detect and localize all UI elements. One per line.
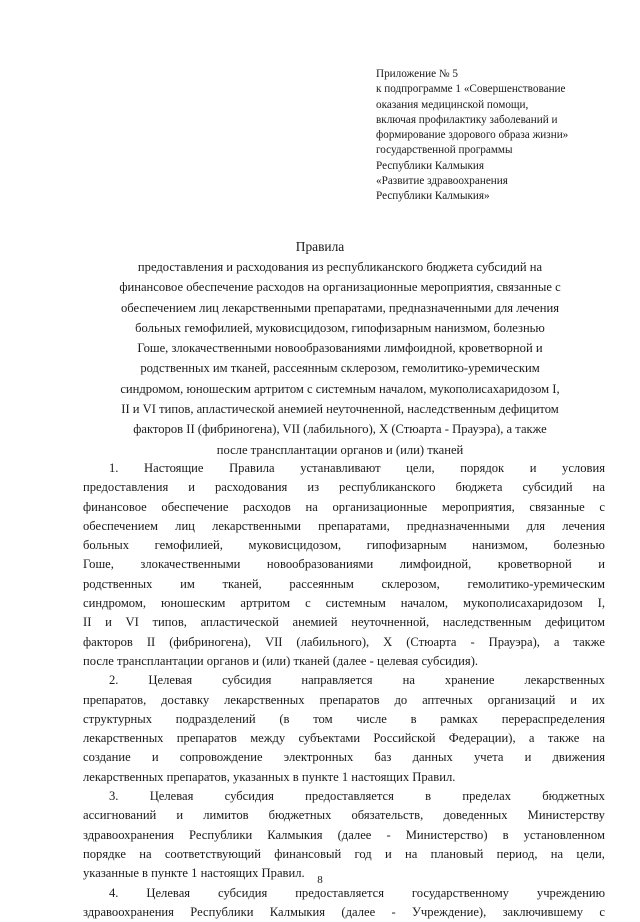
subtitle-line: II и VI типов, апластической анемией неуточненной, наследственным дефицитом	[121, 402, 559, 417]
body-line: больных гемофилией, муковисцидозом, гипофизарным нанизмом, болезнью	[83, 538, 605, 553]
appendix-line: оказания медицинской помощи,	[376, 98, 529, 111]
body-line: 3. Целевая субсидия предоставляется в пределах бюджетных	[109, 789, 605, 804]
body-line: порядке на соответствующий финансовый год и на плановый период, на цели,	[83, 846, 605, 861]
body-line: указанные в пункте 1 настоящих Правил.	[83, 866, 305, 881]
body-line: Гоше, злокачественными новообразованиями лимфоидной, кроветворной и	[83, 557, 605, 572]
document-title: Правила	[295, 239, 345, 254]
subtitle-line: больных гемофилией, муковисцидозом, гипофизарным нанизмом, болезнью	[135, 320, 545, 335]
body-line: здравоохранения Республики Калмыкия (далее - Учреждение), заключившему с	[83, 904, 605, 919]
subtitle-line: родственных им тканей, рассеянным склерозом, гемолитико-уремическим	[140, 361, 540, 376]
body-line: 4. Целевая субсидия предоставляется государственному учреждению	[109, 885, 605, 900]
appendix-line: включая профилактику заболеваний и	[376, 113, 558, 126]
document-subtitle	[78, 257, 602, 460]
appendix-line: Приложение № 5	[376, 68, 458, 80]
subtitle-line: финансовое обеспечение расходов на организационные мероприятия, связанные с	[119, 280, 561, 295]
subtitle-line: обеспечением лиц лекарственными препаратами, предназначенными для лечения	[121, 300, 559, 315]
appendix-note	[376, 67, 616, 205]
body-line: факторов II (фибриногена), VII (лабильного), X (Стюарта - Прауэра), а также	[83, 634, 605, 649]
body-line: лекарственных препаратов, указанных в пункте 1 настоящих Правил.	[83, 769, 456, 784]
body-line: 1. Настоящие Правила устанавливают цели, порядок и условия	[109, 461, 605, 475]
body-line: ассигнований и лимитов бюджетных обязательств, доведенных Министерству	[83, 808, 605, 823]
body-line: обеспечением лиц лекарственными препаратами, предназначенными для лечения	[83, 518, 605, 533]
body-line: II и VI типов, апластической анемией неуточненной, наследственным дефицитом	[83, 615, 605, 630]
body-line: синдромом, юношеским артритом с системным началом, мукополисахаридозом I,	[83, 596, 605, 611]
body-line: здравоохранения Республики Калмыкия (далее - Министерство) в установленном	[83, 827, 605, 842]
subtitle-line: предоставления и расходования из республиканского бюджета субсидий на	[137, 260, 543, 274]
appendix-line: Республики Калмыкия	[376, 159, 485, 172]
appendix-line: Республики Калмыкия»	[376, 190, 490, 203]
subtitle-line: факторов II (фибриногена), VII (лабильного), X (Стюарта - Прауэра), а также	[133, 422, 547, 437]
body-line: предоставления и расходования из республиканского бюджета субсидий на	[83, 480, 605, 495]
appendix-line: формирование здорового образа жизни»	[376, 129, 569, 142]
subtitle-line: после трансплантации органов и (или) тканей	[216, 442, 464, 457]
body-line: родственных им тканей, рассеянным склерозом, гемолитико-уремическим	[83, 576, 605, 591]
body-line: создание и сопровождение электронных баз данных учета и движения	[83, 750, 605, 765]
body-line: после трансплантации органов и (или) тканей (далее - целевая субсидия).	[83, 653, 479, 668]
document-body	[83, 459, 605, 922]
subtitle-line: Гоше, злокачественными новообразованиями лимфоидной, кроветворной и	[137, 341, 543, 356]
body-line: структурных подразделений (в том числе в рамках перераспределения	[83, 711, 605, 726]
appendix-line: к подпрограмме 1 «Совершенствование	[376, 83, 566, 96]
body-line: препаратов, доставку лекарственных препаратов до аптечных организаций и их	[83, 692, 605, 707]
appendix-line: государственной программы	[376, 144, 513, 157]
page-number: 8	[317, 874, 323, 886]
body-line: финансовое обеспечение расходов на организационные мероприятия, связанные с	[83, 499, 605, 514]
appendix-line: «Развитие здравоохранения	[376, 175, 508, 188]
subtitle-line: синдромом, юношеским артритом с системным началом, мукополисахаридозом I,	[120, 381, 560, 396]
body-line: 2. Целевая субсидия направляется на хранение лекарственных	[109, 673, 605, 688]
body-line: лекарственных препаратов между субъектами Российской Федерации), а также на	[83, 731, 605, 746]
